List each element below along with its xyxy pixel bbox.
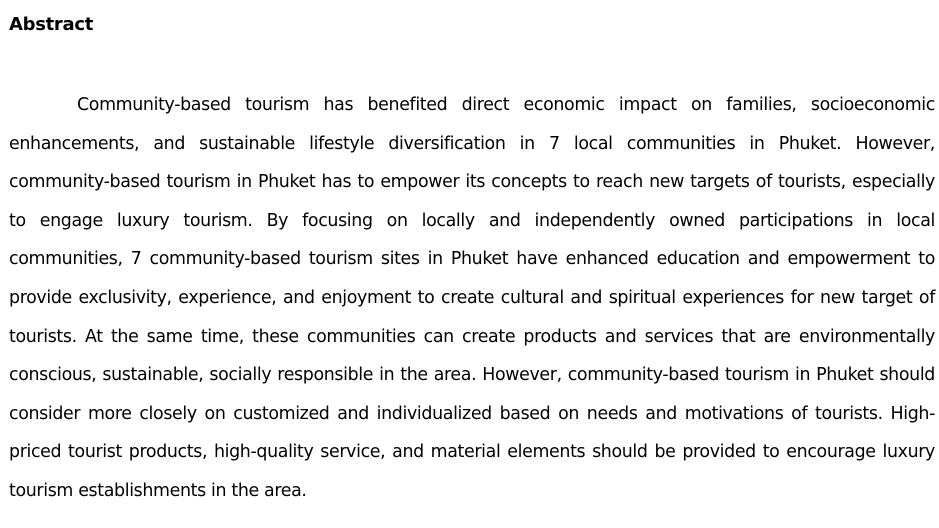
- abstract-paragraph: Community-based tourism has benefited direct economic impact on families, socioeconomic enhancements, and sustainable lifestyle diversification in 7 local communities in Phuket. However, community-based tourism in Phuket has to empower its concepts to reach new targets of tourists, especially to engage luxury tourism. By focusing on locally and independently owned participations in local communities, 7 community-based tourism sites in Phuket have enhanced education and empowerment to provide exclusivity, experience, and enjoyment to create cultural and spiritual experiences for new target of tourists. At the same time, these communities can create products and services that are environmentally conscious, sustainable, socially responsible in the area. However, community-based tourism in Phuket should consider more closely on customized and individualized based on needs and motivations of tourists. High-priced tourist products, high-quality service, and material elements should be provided to encourage luxury tourism establishments in the area.: [9, 95, 935, 501]
- abstract-heading: Abstract: [9, 14, 94, 35]
